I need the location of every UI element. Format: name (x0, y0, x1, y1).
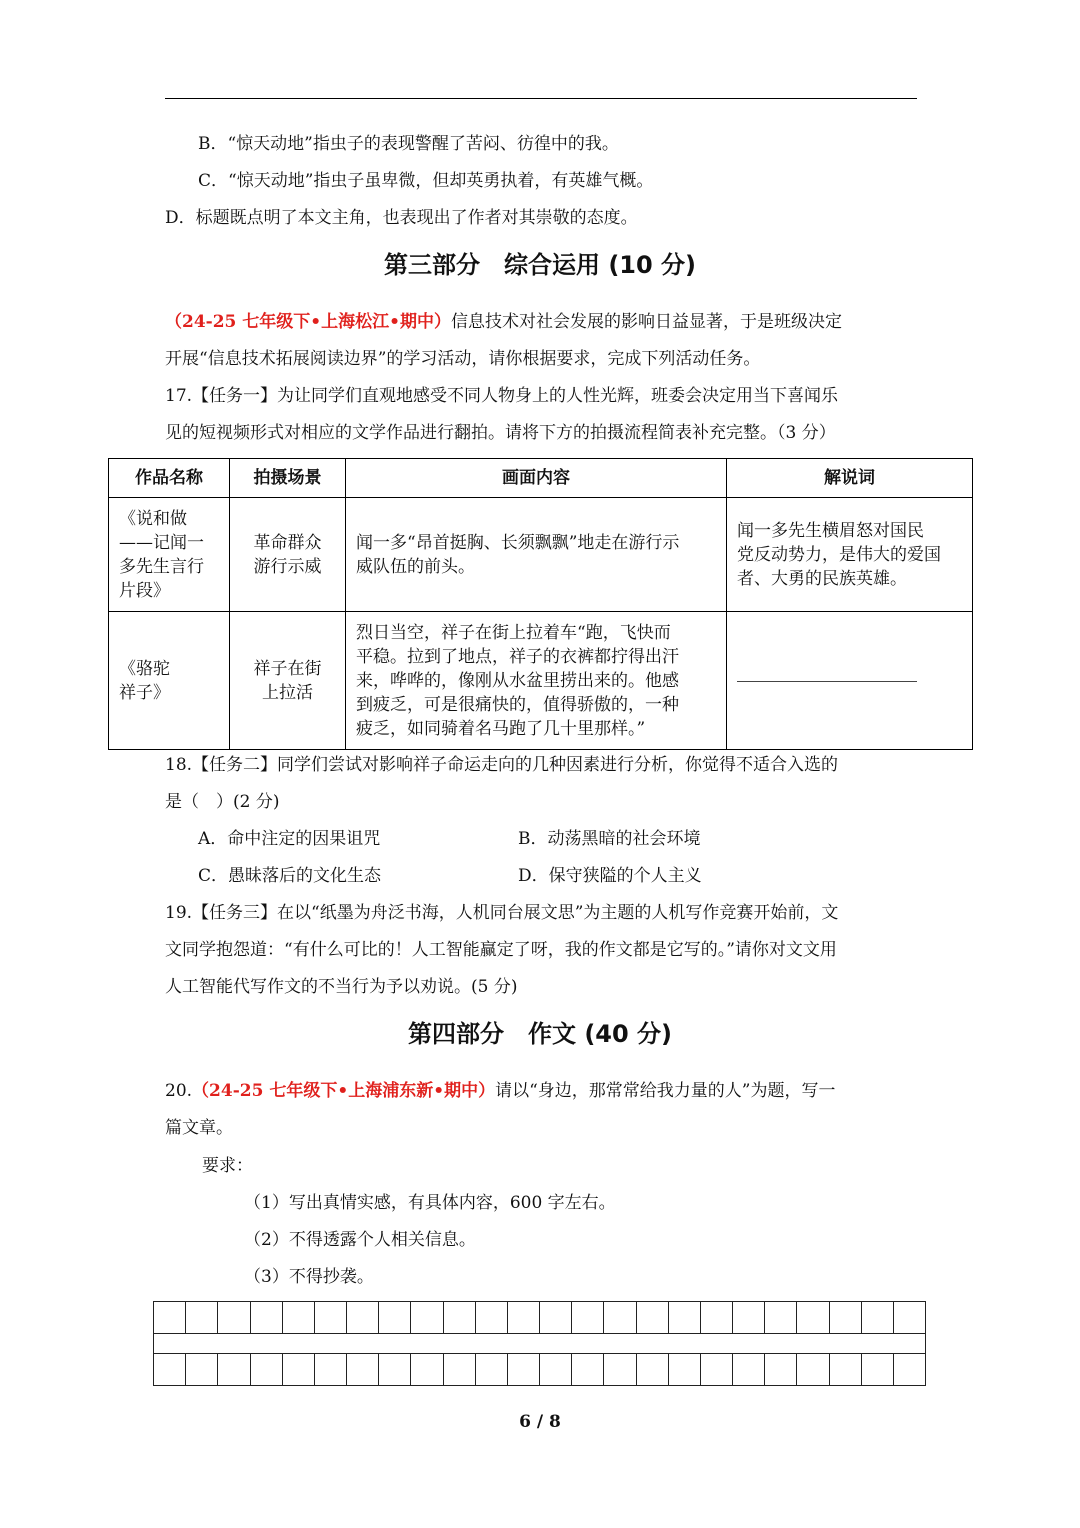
essay-grid-cell[interactable] (765, 1302, 797, 1333)
essay-grid-cell[interactable] (411, 1302, 443, 1333)
essay-grid-cell[interactable] (604, 1302, 636, 1333)
essay-grid-cell[interactable] (797, 1354, 829, 1385)
row1-scene-line: 游行示威 (253, 556, 322, 577)
row1-scene (230, 498, 346, 612)
row2-scene-line: 上拉活 (262, 682, 313, 703)
essay-grid-cell[interactable] (540, 1302, 572, 1333)
essay-grid-cell[interactable] (411, 1354, 443, 1385)
row2-content-line: 到疲乏，可是很痛快的，值得骄傲的，一种 (356, 694, 679, 715)
essay-grid-row-1[interactable] (153, 1301, 926, 1334)
essay-grid-cell[interactable] (444, 1302, 476, 1333)
answer-blank-line[interactable] (737, 681, 917, 682)
essay-grid-cell[interactable] (315, 1354, 347, 1385)
essay-grid-cell[interactable] (476, 1302, 508, 1333)
essay-grid-cell[interactable] (637, 1302, 669, 1333)
q20-text: 请以“身边，那常常给我力量的人”为题，写一 (495, 1081, 836, 1101)
essay-grid-cell[interactable] (797, 1302, 829, 1333)
q20-source: （24-25 七年级下•上海浦东新•期中） (192, 1081, 496, 1101)
row1-content-line: 闻一多“昂首挺胸、长须飘飘”地走在游行示 (356, 532, 680, 553)
part3-heading: 第三部分 综合运用 (10 分) (383, 251, 697, 279)
row2-content-line: 来，哗哗的，像刚从水盆里捞出来的。他感 (356, 670, 679, 691)
table-row (109, 612, 973, 750)
row2-content-line: 疲乏，如同骑着名马跑了几十里那样。” (356, 718, 646, 739)
q17-line1: 17.【任务一】为让同学们直观地感受不同人物身上的人性光辉，班委会决定用当下喜闻乐 (165, 386, 839, 406)
q17-line2: 见的短视频形式对相应的文学作品进行翻拍。请将下方的拍摄流程简表补充完整。（3 分） (165, 423, 836, 443)
row1-work (109, 498, 230, 612)
essay-grid-cell[interactable] (218, 1354, 250, 1385)
row2-scene (230, 612, 346, 750)
essay-grid-cell[interactable] (347, 1354, 379, 1385)
essay-grid-cell[interactable] (540, 1354, 572, 1385)
essay-grid-gap (153, 1333, 926, 1354)
essay-grid-cell[interactable] (186, 1354, 218, 1385)
essay-grid-cell[interactable] (347, 1302, 379, 1333)
row2-content-line: 平稳。拉到了地点，祥子的衣裤都拧得出汗 (356, 646, 679, 667)
essay-grid-cell[interactable] (733, 1354, 765, 1385)
essay-grid-cell[interactable] (637, 1354, 669, 1385)
essay-grid-cell[interactable] (508, 1354, 540, 1385)
essay-grid-cell[interactable] (733, 1302, 765, 1333)
q19-line3: 人工智能代写作文的不当行为予以劝说。(5 分) (165, 977, 518, 997)
requirement-2: （2）不得透露个人相关信息。 (244, 1230, 476, 1250)
essay-grid-cell[interactable] (508, 1302, 540, 1333)
row1-work-line: 片段》 (119, 580, 170, 601)
q18-option-d: D．保守狭隘的个人主义 (518, 866, 702, 886)
q16-option-b: B．“惊天动地”指虫子的表现警醒了苦闷、彷徨中的我。 (198, 134, 619, 154)
row2-work (109, 612, 230, 750)
row1-work-line: 《说和做 (119, 508, 187, 529)
essay-grid-cell[interactable] (894, 1302, 925, 1333)
essay-grid-cell[interactable] (862, 1302, 894, 1333)
requirement-3: （3）不得抄袭。 (244, 1267, 374, 1287)
row2-content (346, 612, 727, 750)
row1-narration (727, 498, 973, 612)
q16-option-d: D．标题既点明了本文主角，也表现出了作者对其崇敬的态度。 (165, 208, 638, 228)
essay-grid-cell[interactable] (379, 1354, 411, 1385)
essay-grid-cell[interactable] (669, 1302, 701, 1333)
row1-work-line: 多先生言行 (119, 556, 204, 577)
q18-option-c: C．愚昧落后的文化生态 (198, 866, 382, 886)
essay-grid-cell[interactable] (283, 1354, 315, 1385)
q18-line2: 是（ ）(2 分) (165, 792, 280, 812)
requirements-label: 要求： (202, 1156, 253, 1176)
row2-work-line: 《骆驼 (119, 658, 170, 679)
essay-grid-cell[interactable] (701, 1354, 733, 1385)
header-content: 画面内容 (346, 459, 727, 498)
essay-grid-cell[interactable] (669, 1354, 701, 1385)
header-scene: 拍摄场景 (230, 459, 346, 498)
part3-intro-line2: 开展“信息技术拓展阅读边界”的学习活动，请你根据要求，完成下列活动任务。 (165, 349, 761, 369)
q18-option-a: A．命中注定的因果诅咒 (198, 829, 381, 849)
row2-content-line: 烈日当空，祥子在街上拉着车“跑，飞快而 (356, 622, 671, 643)
q20-line2: 篇文章。 (165, 1118, 233, 1138)
essay-grid-cell[interactable] (283, 1302, 315, 1333)
essay-grid-cell[interactable] (830, 1302, 862, 1333)
row1-content-line: 威队伍的前头。 (356, 556, 475, 577)
part3-source: （24-25 七年级下•上海松江•期中） (165, 312, 452, 332)
shooting-flow-table (108, 458, 973, 750)
q19-line1: 19.【任务三】在以“纸墨为舟泛书海，人机同台展文思”为主题的人机写作竞赛开始前，文 (165, 903, 839, 923)
essay-grid-row-2[interactable] (153, 1353, 926, 1386)
essay-grid-cell[interactable] (862, 1354, 894, 1385)
row1-narration-line: 闻一多先生横眉怒对国民 (737, 520, 924, 541)
q16-option-c: C．“惊天动地”指虫子虽卑微，但却英勇执着，有英雄气概。 (198, 171, 654, 191)
essay-grid-cell[interactable] (251, 1302, 283, 1333)
essay-grid-cell[interactable] (765, 1354, 797, 1385)
q19-line2: 文同学抱怨道：“有什么可比的！人工智能赢定了呀，我的作文都是它写的。”请你对文文用 (165, 940, 837, 960)
part4-heading: 第四部分 作文 (40 分) (407, 1020, 673, 1048)
table-header-row (109, 459, 973, 498)
essay-grid-cell[interactable] (572, 1302, 604, 1333)
essay-grid-cell[interactable] (186, 1302, 218, 1333)
row1-narration-line: 者、大勇的民族英雄。 (737, 568, 907, 589)
row1-work-line: ——记闻一 (119, 532, 204, 553)
essay-grid-cell[interactable] (154, 1302, 186, 1333)
part3-intro-text: 信息技术对社会发展的影响日益显著，于是班级决定 (451, 312, 843, 332)
essay-grid-cell[interactable] (218, 1302, 250, 1333)
page-number: 6 / 8 (519, 1412, 561, 1432)
table-row (109, 498, 973, 612)
row2-scene-line: 祥子在街 (253, 658, 322, 679)
row1-narration-line: 党反动势力，是伟大的爱国 (737, 544, 941, 565)
essay-grid-cell[interactable] (572, 1354, 604, 1385)
row2-narration-answer[interactable] (727, 612, 973, 750)
q20-number: 20. (165, 1081, 193, 1101)
q20-line1 (165, 1080, 835, 1102)
essay-grid-cell[interactable] (830, 1354, 862, 1385)
essay-grid-cell[interactable] (604, 1354, 636, 1385)
q18-line1: 18.【任务二】同学们尝试对影响祥子命运走向的几种因素进行分析，你觉得不适合入选的 (165, 755, 839, 775)
essay-grid-cell[interactable] (476, 1354, 508, 1385)
row2-work-line: 祥子》 (119, 682, 170, 703)
header-work: 作品名称 (109, 459, 230, 498)
row1-scene-line: 革命群众 (253, 532, 322, 553)
essay-grid-cell[interactable] (251, 1354, 283, 1385)
essay-grid-cell[interactable] (154, 1354, 186, 1385)
header-rule (165, 98, 917, 99)
essay-grid-cell[interactable] (315, 1302, 347, 1333)
essay-grid-cell[interactable] (701, 1302, 733, 1333)
essay-grid-cell[interactable] (444, 1354, 476, 1385)
essay-grid-cell[interactable] (379, 1302, 411, 1333)
header-narration: 解说词 (727, 459, 973, 498)
q18-option-b: B．动荡黑暗的社会环境 (518, 829, 701, 849)
row1-content (346, 498, 727, 612)
requirement-1: （1）写出真情实感，有具体内容，600 字左右。 (244, 1193, 616, 1213)
essay-grid-cell[interactable] (894, 1354, 925, 1385)
part3-intro-line1 (165, 311, 842, 333)
